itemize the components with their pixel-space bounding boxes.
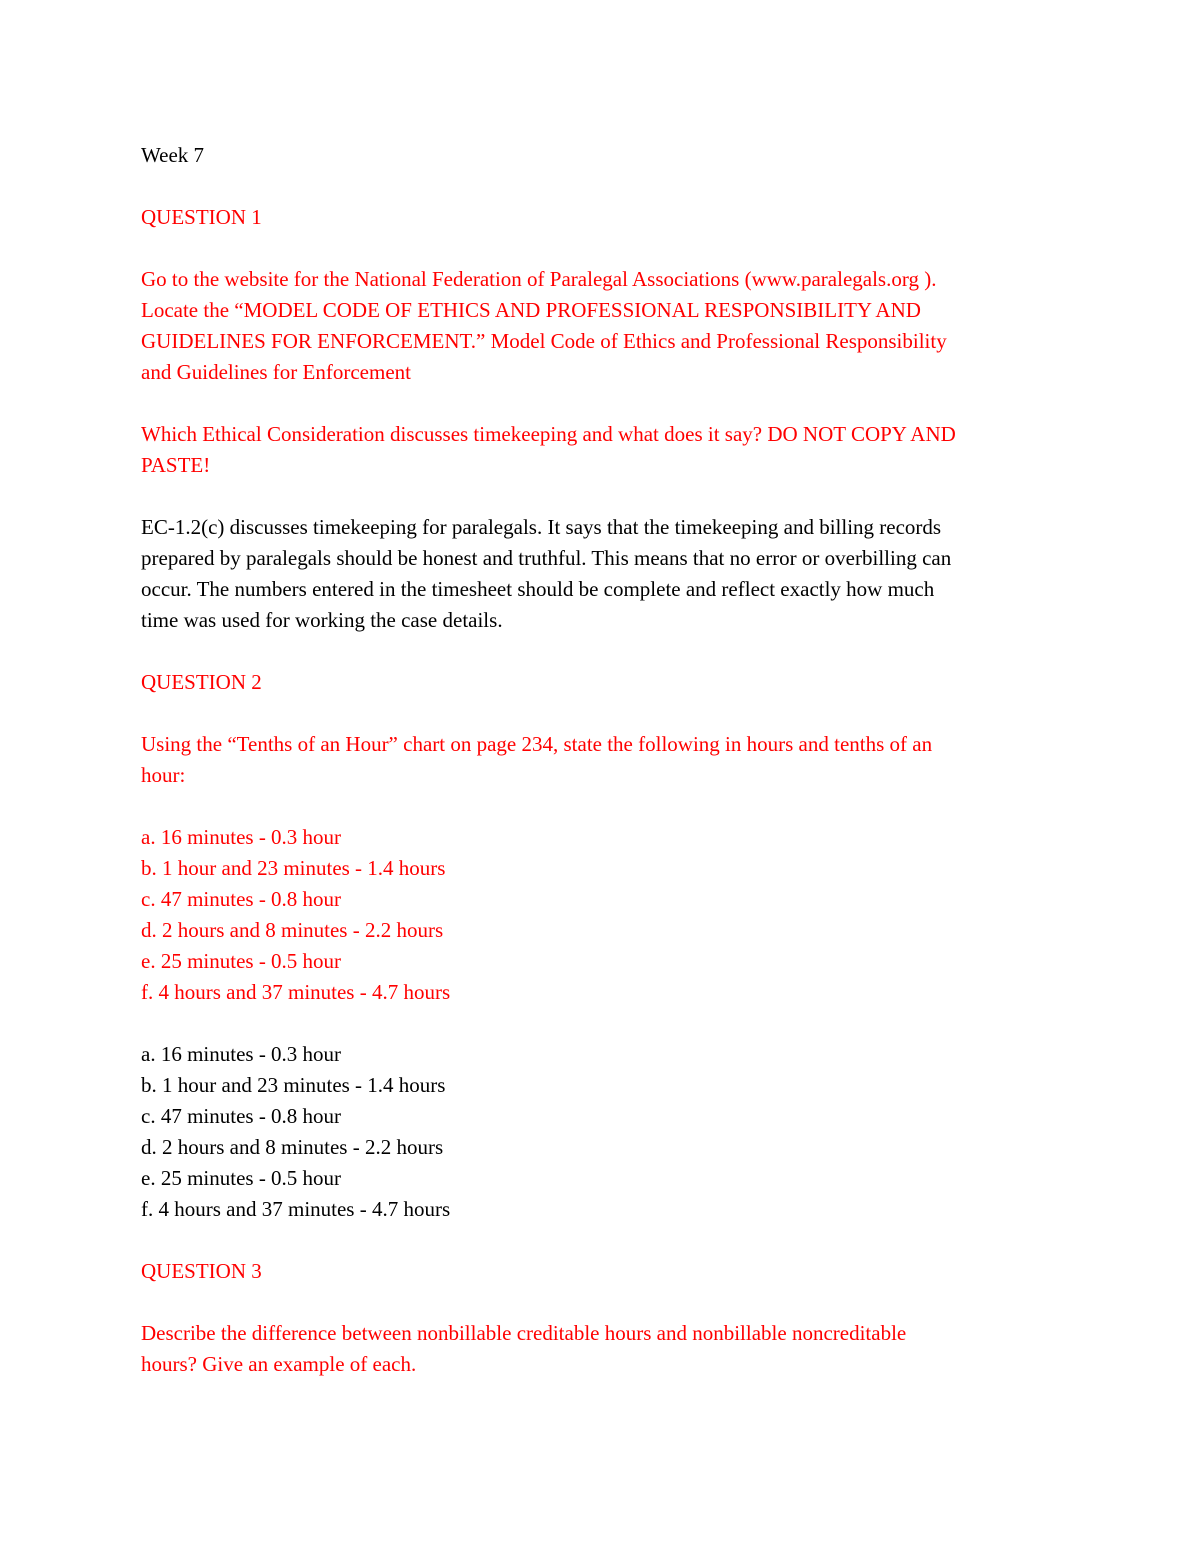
list-item: b. 1 hour and 23 minutes - 1.4 hours	[141, 1073, 446, 1097]
question-1-answer-line: time was used for working the case details.	[141, 608, 503, 632]
question-1-question-line: Which Ethical Consideration discusses timekeeping and what does it say? DO NOT COPY AND	[141, 422, 956, 446]
question-3-prompt-line: hours? Give an example of each.	[141, 1352, 417, 1376]
list-item: a. 16 minutes - 0.3 hour	[141, 825, 342, 849]
list-item: a. 16 minutes - 0.3 hour	[141, 1042, 342, 1066]
question-1-prompt	[141, 264, 1066, 388]
list-item: e. 25 minutes - 0.5 hour	[141, 949, 342, 973]
question-3-heading: QUESTION 3	[141, 1259, 262, 1283]
question-1-answer-line: EC-1.2(c) discusses timekeeping for paralegals. It says that the timekeeping and billing records	[141, 515, 942, 539]
question-1-question	[141, 419, 1066, 481]
question-1-prompt-line: GUIDELINES FOR ENFORCEMENT.” Model Code of Ethics and Professional Responsibility	[141, 329, 947, 353]
question-2-heading: QUESTION 2	[141, 670, 262, 694]
question-3-prompt-line: Describe the difference between nonbillable creditable hours and nonbillable noncreditable	[141, 1321, 907, 1345]
question-1-heading: QUESTION 1	[141, 205, 262, 229]
list-item: d. 2 hours and 8 minutes - 2.2 hours	[141, 1135, 444, 1159]
list-item: b. 1 hour and 23 minutes - 1.4 hours	[141, 856, 446, 880]
list-item: e. 25 minutes - 0.5 hour	[141, 1166, 342, 1190]
document-body	[141, 140, 1066, 1411]
question-2-prompt-line: hour:	[141, 763, 186, 787]
list-item: f. 4 hours and 37 minutes - 4.7 hours	[141, 980, 451, 1004]
question-2-answer-list	[141, 1039, 1066, 1225]
list-item: c. 47 minutes - 0.8 hour	[141, 887, 342, 911]
list-item: f. 4 hours and 37 minutes - 4.7 hours	[141, 1197, 451, 1221]
document-title: Week 7	[141, 143, 205, 167]
question-3-prompt	[141, 1318, 1066, 1380]
question-1-prompt-line: and Guidelines for Enforcement	[141, 360, 411, 384]
question-1-answer	[141, 512, 1066, 636]
question-1-prompt-line: Go to the website for the National Federation of Paralegal Associations (www.paralegals.org ).	[141, 267, 937, 291]
question-2-prompt-line: Using the “Tenths of an Hour” chart on page 234, state the following in hours and tenths of an	[141, 732, 933, 756]
question-1-prompt-line: Locate the “MODEL CODE OF ETHICS AND PROFESSIONAL RESPONSIBILITY AND	[141, 298, 921, 322]
question-2-prompt	[141, 729, 1066, 791]
question-2-question-list	[141, 822, 1066, 1008]
question-1-question-line: PASTE!	[141, 453, 211, 477]
question-1-answer-line: occur. The numbers entered in the timesheet should be complete and reflect exactly how much	[141, 577, 935, 601]
question-1-answer-line: prepared by paralegals should be honest and truthful. This means that no error or overbilling can	[141, 546, 952, 570]
list-item: c. 47 minutes - 0.8 hour	[141, 1104, 342, 1128]
list-item: d. 2 hours and 8 minutes - 2.2 hours	[141, 918, 444, 942]
